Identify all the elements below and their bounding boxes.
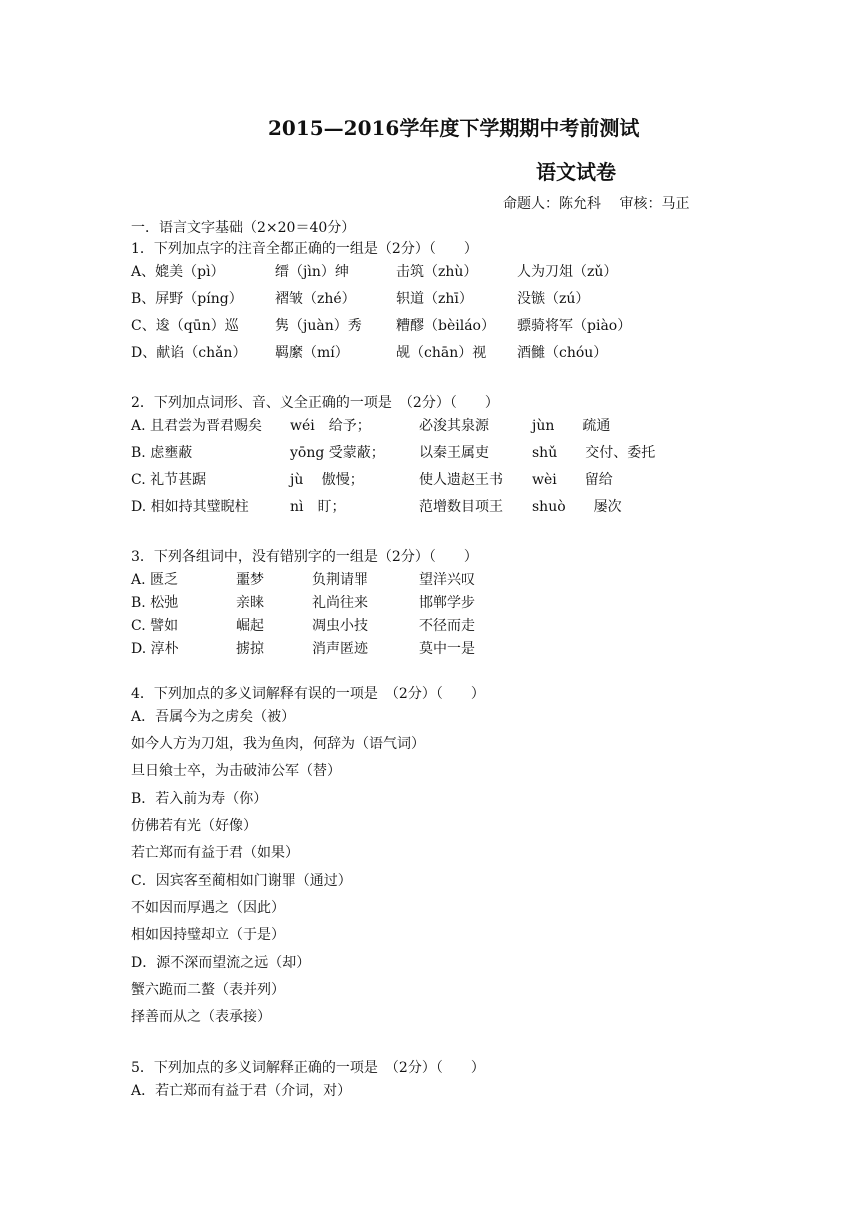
q2-c-col1: C. 礼节甚踞: [131, 472, 207, 488]
question-1-stem: 1．下列加点字的注音全都正确的一组是（2分）（ ）: [131, 241, 478, 257]
q4-line: 择善而从之（表承接）: [131, 1009, 271, 1025]
q1-a-col2: 缙（jìn）绅: [275, 264, 349, 280]
q4-line: 如今人方为刀俎，我为鱼肉，何辞为（语气词）: [131, 736, 425, 752]
question-4-stem: 4．下列加点的多义词解释有误的一项是 （2分）（ ）: [131, 686, 485, 702]
question-2-stem: 2．下列加点词形、音、义全正确的一项是 （2分）（ ）: [131, 395, 499, 411]
q1-b-col4: 没镞（zú）: [517, 291, 590, 307]
q2-a-col1: A. 且君尝为晋君赐矣: [131, 418, 263, 434]
q1-a-col1: A、媲美（pì）: [131, 264, 225, 280]
q5-line: A．若亡郑而有益于君（介词，对）: [131, 1083, 352, 1099]
q2-c-col3: 使人遗赵王书: [419, 472, 503, 488]
page-title: 2015—2016学年度下学期期中考前测试: [268, 116, 640, 140]
q3-a-col1: A. 匮乏: [131, 572, 179, 588]
q3-c-col4: 不径而走: [419, 618, 475, 634]
q4-line: C．因宾客至蔺相如门谢罪（通过）: [131, 873, 352, 889]
q1-a-col3: 击筑（zhù）: [396, 264, 478, 280]
q4-line: 若亡郑而有益于君（如果）: [131, 845, 299, 861]
q2-c-col2: jù 傲慢；: [290, 472, 364, 488]
q3-b-col1: B. 松弛: [131, 595, 179, 611]
q2-c-col4: wèi 留给: [532, 472, 613, 488]
q1-d-col3: 觇（chān）视: [396, 345, 487, 361]
q1-b-col3: 轵道（zhī）: [396, 291, 473, 307]
q2-b-col1: B. 虑壅蔽: [131, 445, 193, 461]
q1-a-col4: 人为刀俎（zǔ）: [517, 264, 618, 280]
question-3-stem: 3．下列各组词中，没有错别字的一组是（2分）（ ）: [131, 549, 478, 565]
section-heading: 一．语言文字基础（2×20＝40分）: [131, 220, 356, 236]
author-line: 命题人：陈允科 审核：马正: [503, 196, 690, 212]
q2-b-col4: shǔ 交付、委托: [532, 445, 656, 461]
q2-d-col4: shuò 屡次: [532, 499, 622, 515]
q3-d-col4: 莫中一是: [419, 641, 475, 657]
q3-a-col3: 负荆请罪: [312, 572, 368, 588]
q1-d-col1: D、献谄（chǎn）: [131, 345, 247, 361]
q2-b-col3: 以秦王属吏: [419, 445, 489, 461]
q2-d-col1: D. 相如持其璧睨柱: [131, 499, 249, 515]
q4-line: B．若入前为寿（你）: [131, 791, 268, 807]
q3-a-col4: 望洋兴叹: [419, 572, 475, 588]
q2-a-col2: wéi 给予；: [290, 418, 371, 434]
q3-b-col2: 亲睐: [236, 595, 264, 611]
q2-d-col2: nì 盯；: [290, 499, 346, 515]
q1-c-col3: 糟醪（bèiláo）: [396, 318, 495, 334]
q4-line: D．源不深而望流之远（却）: [131, 955, 311, 971]
q4-line: 相如因持璧却立（于是）: [131, 927, 285, 943]
q3-b-col4: 邯郸学步: [419, 595, 475, 611]
q2-b-col2: yōng 受蒙蔽；: [290, 445, 385, 461]
q1-c-col2: 隽（juàn）秀: [275, 318, 362, 334]
q1-b-col1: B、屏野（píng）: [131, 291, 243, 307]
q1-c-col4: 骠骑将军（piào）: [517, 318, 632, 334]
q1-d-col4: 酒雠（chóu）: [517, 345, 608, 361]
q2-a-col4: jùn 疏通: [532, 418, 611, 434]
q4-line: 蟹六跪而二螯（表并列）: [131, 982, 285, 998]
q3-c-col3: 凋虫小技: [312, 618, 368, 634]
q1-c-col1: C、逡（qūn）巡: [131, 318, 239, 334]
q3-c-col1: C. 譬如: [131, 618, 179, 634]
q2-d-col3: 范增数目项王: [419, 499, 503, 515]
q3-d-col3: 消声匿迹: [312, 641, 368, 657]
q1-b-col2: 褶皱（zhé）: [275, 291, 356, 307]
q3-c-col2: 崛起: [236, 618, 264, 634]
question-5-stem: 5．下列加点的多义词解释正确的一项是 （2分）（ ）: [131, 1060, 485, 1076]
q4-line: A．吾属今为之虏矣（被）: [131, 709, 296, 725]
q3-b-col3: 礼尚往来: [312, 595, 368, 611]
q4-line: 旦日飨士卒，为击破沛公军（替）: [131, 763, 341, 779]
q3-a-col2: 噩梦: [236, 572, 264, 588]
q4-line: 仿佛若有光（好像）: [131, 818, 257, 834]
q3-d-col2: 掳掠: [236, 641, 264, 657]
page-subtitle: 语文试卷: [536, 160, 616, 184]
q1-d-col2: 羁縻（mí）: [275, 345, 349, 361]
q4-line: 不如因而厚遇之（因此）: [131, 900, 285, 916]
q3-d-col1: D. 淳朴: [131, 641, 179, 657]
q2-a-col3: 必浚其泉源: [419, 418, 489, 434]
